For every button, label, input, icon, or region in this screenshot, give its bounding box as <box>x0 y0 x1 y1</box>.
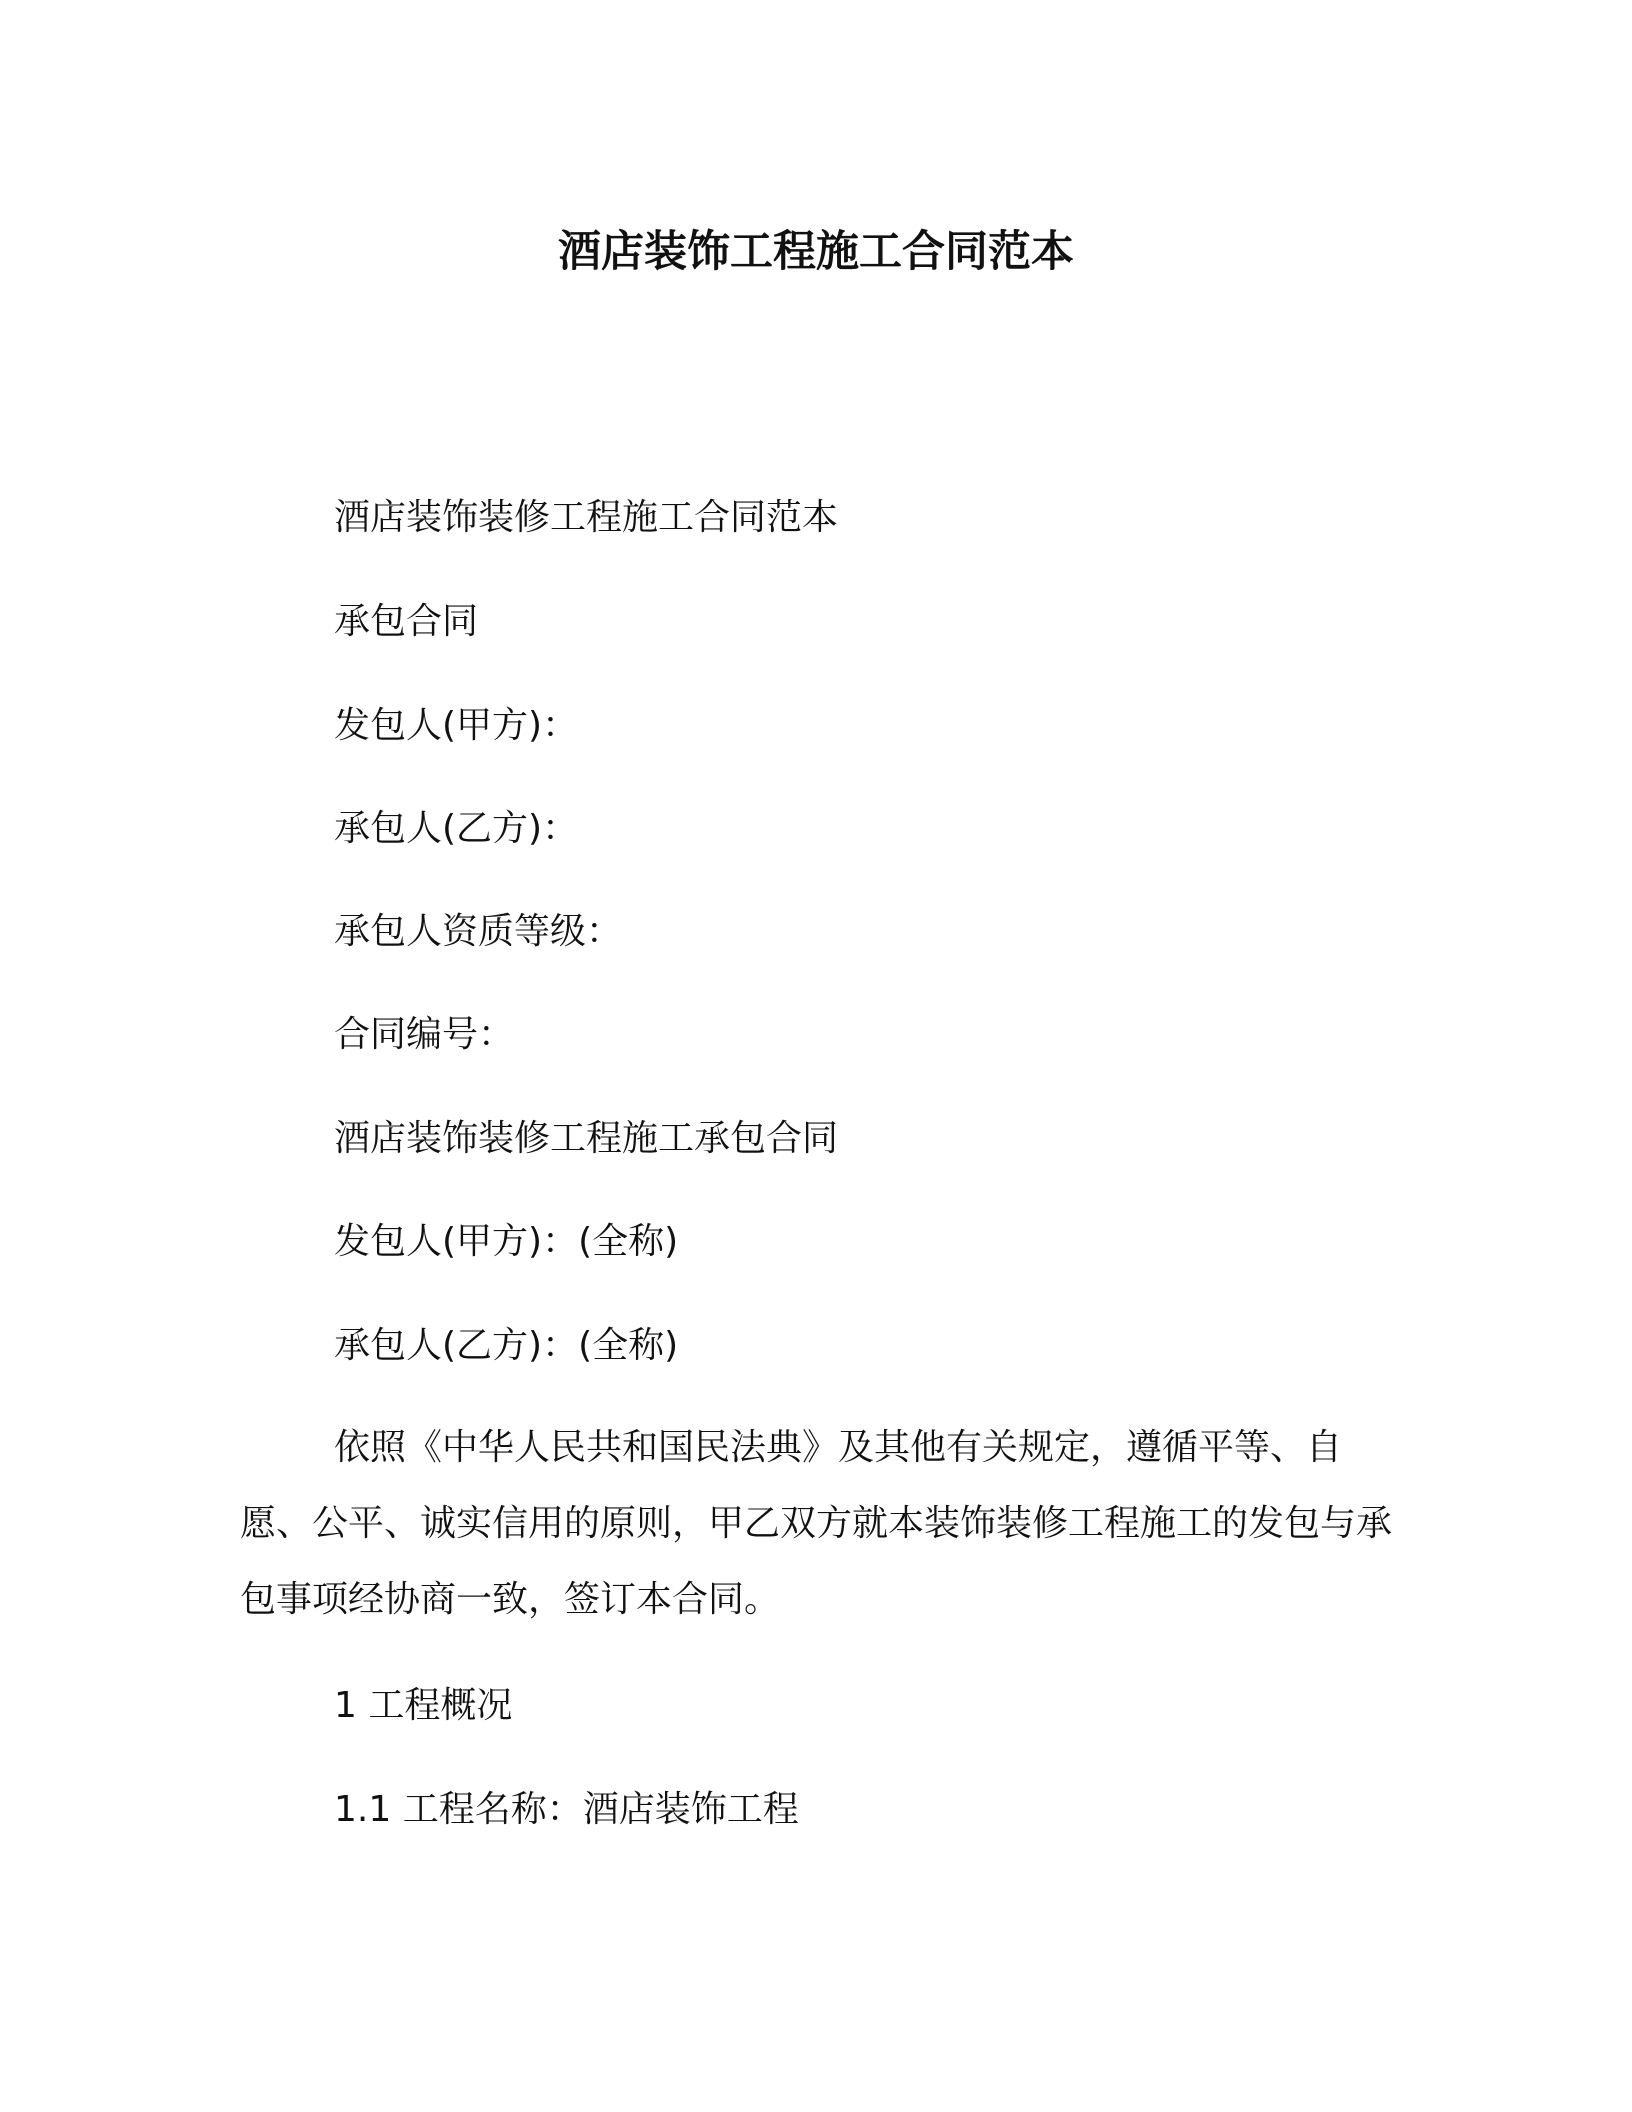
contract-type-line: 承包合同 <box>334 601 479 642</box>
party-a-fullname-line: 发包人(甲方)：(全称) <box>334 1221 679 1262</box>
contract-number-line: 合同编号： <box>334 1014 515 1055</box>
subtitle-line: 酒店装饰装修工程施工合同范本 <box>334 497 839 538</box>
party-b-line: 承包人(乙方)： <box>334 808 579 849</box>
qualification-line: 承包人资质等级： <box>334 911 623 952</box>
section-heading: 1 工程概况 <box>334 1685 513 1726</box>
section-item: 1.1 工程名称：酒店装饰工程 <box>334 1789 799 1830</box>
preamble-paragraph: 依照《中华人民共和国民法典》及其他有关规定，遵循平等、自愿、公平、诚实信用的原则，甲乙双方就本装饰装修工程施工的发包与承包事项经协商一致，签订本合同。 <box>240 1427 1393 1620</box>
document-title: 酒店装饰工程施工合同范本 <box>558 227 1074 277</box>
party-b-fullname-line: 承包人(乙方)：(全称) <box>334 1325 679 1366</box>
party-a-line: 发包人(甲方)： <box>334 705 579 746</box>
contract-heading-line: 酒店装饰装修工程施工承包合同 <box>334 1118 839 1159</box>
